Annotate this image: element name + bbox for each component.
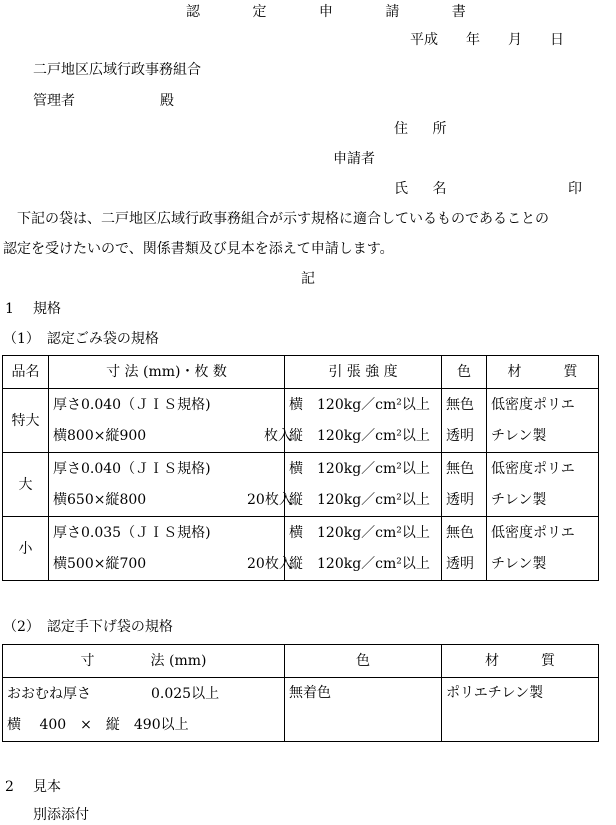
document-title: 認 定 申 請 書	[186, 4, 490, 20]
thickness: 厚さ0.035（ＪＩＳ規格)	[53, 524, 211, 541]
material-cell	[487, 517, 599, 581]
header-color: 色	[285, 645, 442, 678]
garbage-bag-spec-table	[2, 355, 599, 581]
table-row	[3, 678, 599, 742]
size-cell	[49, 453, 293, 517]
strength-cell	[285, 517, 442, 581]
section-2-number: 2	[5, 779, 14, 795]
item-name: 特大	[3, 389, 49, 453]
thickness: 厚さ0.040（ＪＩＳ規格)	[53, 396, 211, 413]
section-2-body: 別添添付	[33, 807, 89, 823]
header-material: 材 質	[487, 356, 599, 389]
handbag-spec-table	[2, 644, 599, 742]
header-item-name: 品名	[3, 356, 49, 389]
color-line-1: 無色	[446, 460, 474, 477]
strength-vertical: 縦 120kg／cm²以上	[289, 491, 430, 508]
applicant-label: 申請者	[333, 151, 375, 167]
material-line-1: 低密度ポリエ	[491, 524, 575, 541]
table-row	[3, 517, 599, 581]
ki-heading: 記	[301, 271, 315, 287]
material-line-2: チレン製	[491, 427, 547, 444]
dimensions-row	[53, 421, 292, 452]
item-name: 大	[3, 453, 49, 517]
table-header-row	[3, 645, 599, 678]
color-cell	[442, 517, 487, 581]
header-color: 色	[442, 356, 487, 389]
material-cell	[487, 389, 599, 453]
strength-horizontal: 横 120kg／cm²以上	[289, 396, 430, 413]
item-name: 小	[3, 517, 49, 581]
addressee-organization: 二戸地区広域行政事務組合	[33, 62, 201, 78]
name-label: 氏 名	[394, 181, 457, 197]
dimensions: 横 400 × 縦 490以上	[7, 716, 189, 733]
color-line-2: 透明	[446, 427, 474, 444]
table-row	[3, 389, 599, 453]
subsection-2-title: （2） 認定手下げ袋の規格	[3, 619, 173, 635]
date-line: 平成 年 月 日	[410, 32, 564, 48]
color-line-1: 無色	[446, 396, 474, 413]
body-text-line-2: 認定を受けたいので、関係書類及び見本を添えて申請します。	[3, 241, 394, 257]
material-line-1: 低密度ポリエ	[491, 396, 575, 413]
color-line-2: 透明	[446, 491, 474, 508]
section-1-title: 規格	[33, 301, 61, 317]
thickness-label: おおむね厚さ	[7, 685, 91, 702]
sheet-count: 枚入	[264, 427, 292, 444]
seal-mark: 印	[568, 181, 582, 197]
sheet-count: 20枚入	[247, 555, 293, 572]
thickness-row	[7, 679, 280, 710]
strength-vertical: 縦 120kg／cm²以上	[289, 427, 430, 444]
size-cell	[49, 517, 293, 581]
size-cell	[49, 389, 292, 453]
sheet-count: 20枚入	[247, 491, 293, 508]
subsection-1-title: （1） 認定ごみ袋の規格	[3, 331, 159, 347]
addressee-honorific: 殿	[160, 93, 174, 109]
color-cell	[442, 453, 487, 517]
table-row	[3, 453, 599, 517]
color-cell	[442, 389, 487, 453]
strength-cell	[285, 389, 442, 453]
address-label: 住 所	[394, 121, 457, 137]
material-line-2: チレン製	[491, 491, 547, 508]
color-cell: 無着色	[285, 678, 442, 742]
material-line-1: 低密度ポリエ	[491, 460, 575, 477]
material-cell: ポリエチレン製	[442, 678, 599, 742]
size-cell	[3, 678, 285, 742]
strength-horizontal: 横 120kg／cm²以上	[289, 460, 430, 477]
thickness-value: 0.025以上	[151, 685, 220, 702]
strength-cell	[285, 453, 442, 517]
header-tensile-strength: 引 張 強 度	[285, 356, 442, 389]
material-cell	[487, 453, 599, 517]
section-2-title: 見本	[33, 779, 61, 795]
dimensions-row	[53, 485, 293, 516]
table-header-row	[3, 356, 599, 389]
strength-horizontal: 横 120kg／cm²以上	[289, 524, 430, 541]
section-1-number: 1	[5, 301, 14, 317]
dimensions: 横650×縦800	[53, 491, 147, 508]
dimensions: 横800×縦900	[53, 427, 147, 444]
header-size: 寸 法 (mm)	[3, 645, 285, 678]
material-line-2: チレン製	[491, 555, 547, 572]
addressee-title: 管理者	[33, 93, 75, 109]
dimensions-row	[53, 549, 293, 580]
color-line-1: 無色	[446, 524, 474, 541]
header-size-count: 寸 法 (mm)・枚 数	[49, 356, 285, 389]
header-material: 材 質	[442, 645, 599, 678]
thickness: 厚さ0.040（ＪＩＳ規格)	[53, 460, 211, 477]
strength-vertical: 縦 120kg／cm²以上	[289, 555, 430, 572]
color-line-2: 透明	[446, 555, 474, 572]
body-text-line-1: 下記の袋は、二戸地区広域行政事務組合が示す規格に適合しているものであることの	[17, 211, 549, 227]
dimensions: 横500×縦700	[53, 555, 147, 572]
